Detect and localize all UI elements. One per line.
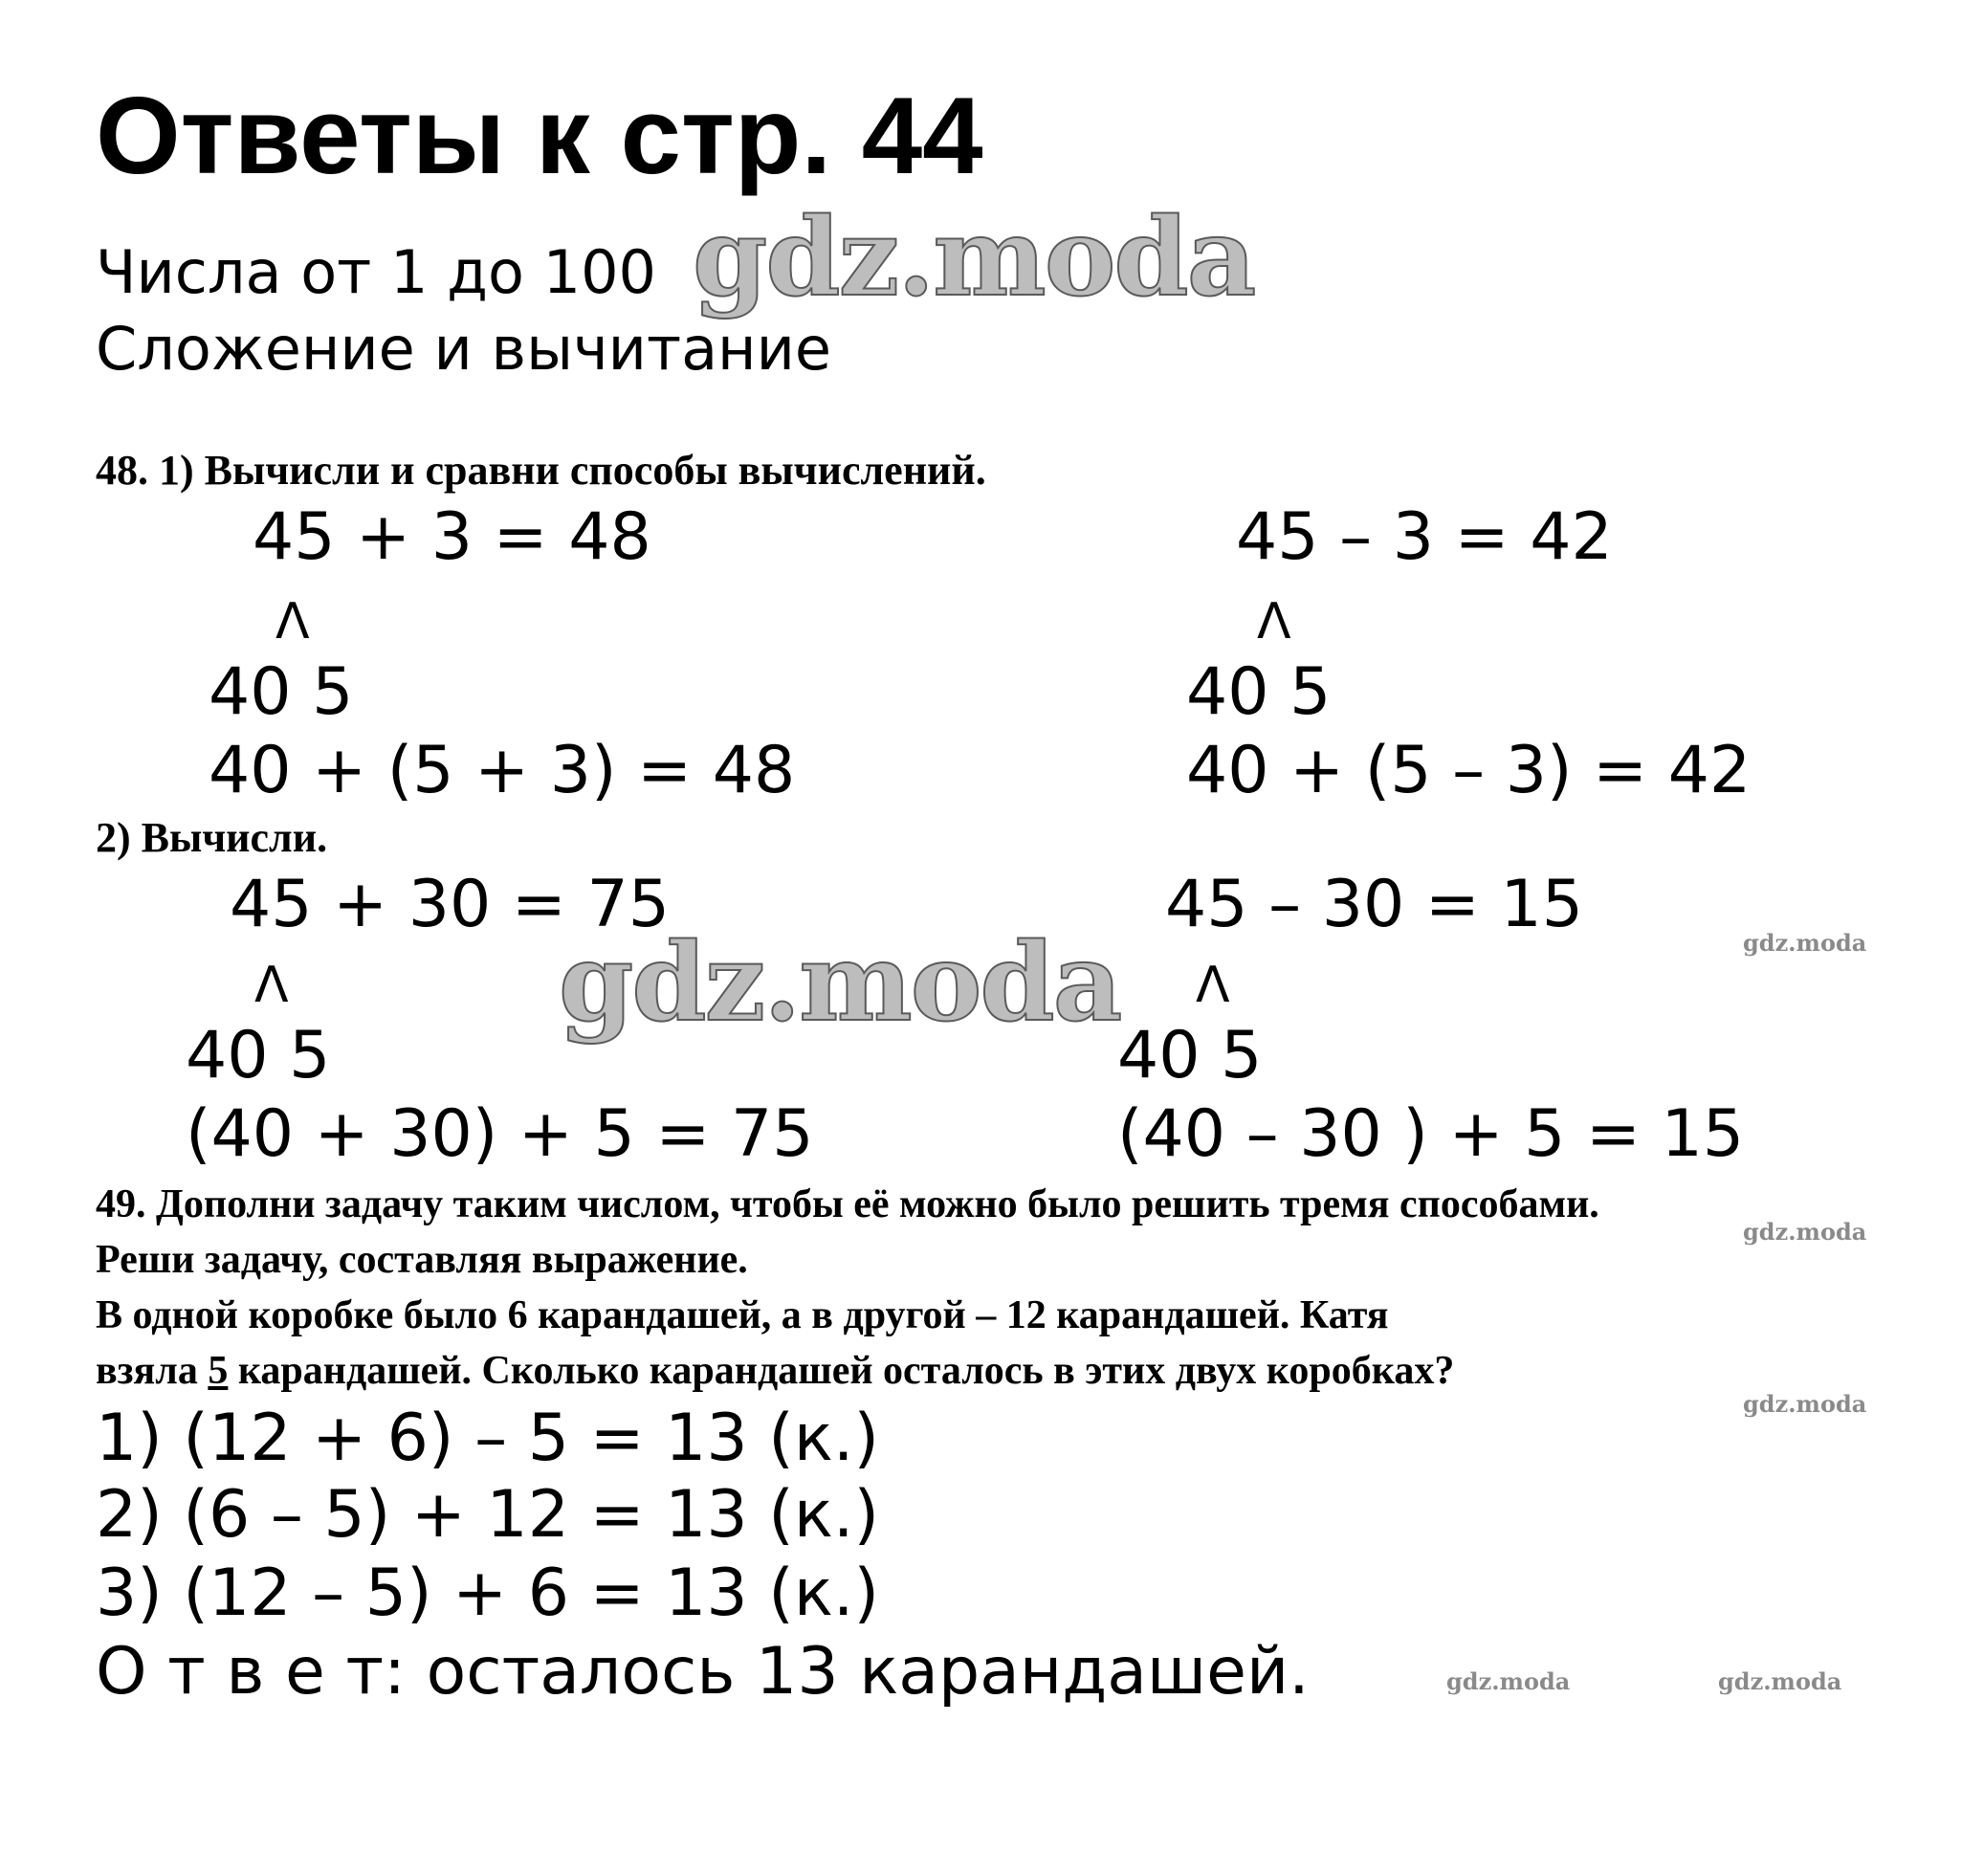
equation: 45 – 30 = 15 [1165, 867, 1584, 942]
watermark-small: gdz.moda [1743, 929, 1867, 957]
task-48-part2-heading: 2) Вычисли. [96, 814, 328, 861]
watermark-small: gdz.moda [1743, 1390, 1867, 1418]
watermark-small: gdz.moda [1718, 1667, 1842, 1695]
equation: 45 + 30 = 75 [230, 867, 670, 942]
topic-subtitle: Числа от 1 до 100 [96, 237, 656, 307]
decomposition: 40 5 [1186, 654, 1332, 730]
problem-text: взяла [96, 1349, 209, 1393]
decomposition-mark: Λ [275, 593, 310, 651]
answer: О т в е т: осталось 13 карандашей. [96, 1634, 1310, 1710]
watermark-logo: gdz.moda [559, 920, 1121, 1046]
expanded-equation: 40 + (5 – 3) = 42 [1186, 733, 1752, 808]
solution-3: 3) (12 – 5) + 6 = 13 (к.) [96, 1556, 880, 1631]
watermark-small: gdz.moda [1743, 1218, 1867, 1246]
equation: 45 + 3 = 48 [253, 499, 651, 575]
decomposition-mark: Λ [254, 957, 289, 1014]
watermark-logo: gdz.moda [693, 195, 1255, 320]
decomposition-mark: Λ [1257, 593, 1291, 651]
expanded-equation: (40 – 30 ) + 5 = 15 [1117, 1096, 1745, 1172]
equation: 45 – 3 = 42 [1236, 499, 1613, 575]
section-subtitle: Сложение и вычитание [96, 314, 832, 384]
expanded-equation: (40 + 30) + 5 = 75 [186, 1096, 814, 1172]
page-title: Ответы к стр. 44 [96, 76, 983, 197]
watermark-small: gdz.moda [1446, 1667, 1571, 1695]
task-49-problem-line1: В одной коробке было 6 карандашей, а в другой – 12 карандашей. Катя [96, 1293, 1389, 1337]
expanded-equation: 40 + (5 + 3) = 48 [209, 733, 796, 808]
decomposition-mark: Λ [1196, 957, 1230, 1014]
task-48-heading: 48. 1) Вычисли и сравни способы вычислений. [96, 447, 986, 494]
decomposition: 40 5 [209, 654, 354, 730]
task-49-problem-line2 [96, 1351, 1454, 1391]
problem-text: карандашей. Сколько карандашей осталось в этих двух коробках? [228, 1349, 1455, 1393]
task-49-instruction: Реши задачу, составляя выражение. [96, 1238, 748, 1282]
solution-2: 2) (6 – 5) + 12 = 13 (к.) [96, 1477, 880, 1553]
decomposition: 40 5 [1117, 1018, 1263, 1093]
decomposition: 40 5 [186, 1018, 331, 1093]
solution-1: 1) (12 + 6) – 5 = 13 (к.) [96, 1401, 880, 1476]
added-number: 5 [208, 1349, 229, 1393]
task-49-heading: 49. Дополни задачу таким числом, чтобы её можно было решить тремя способами. [96, 1182, 1599, 1226]
